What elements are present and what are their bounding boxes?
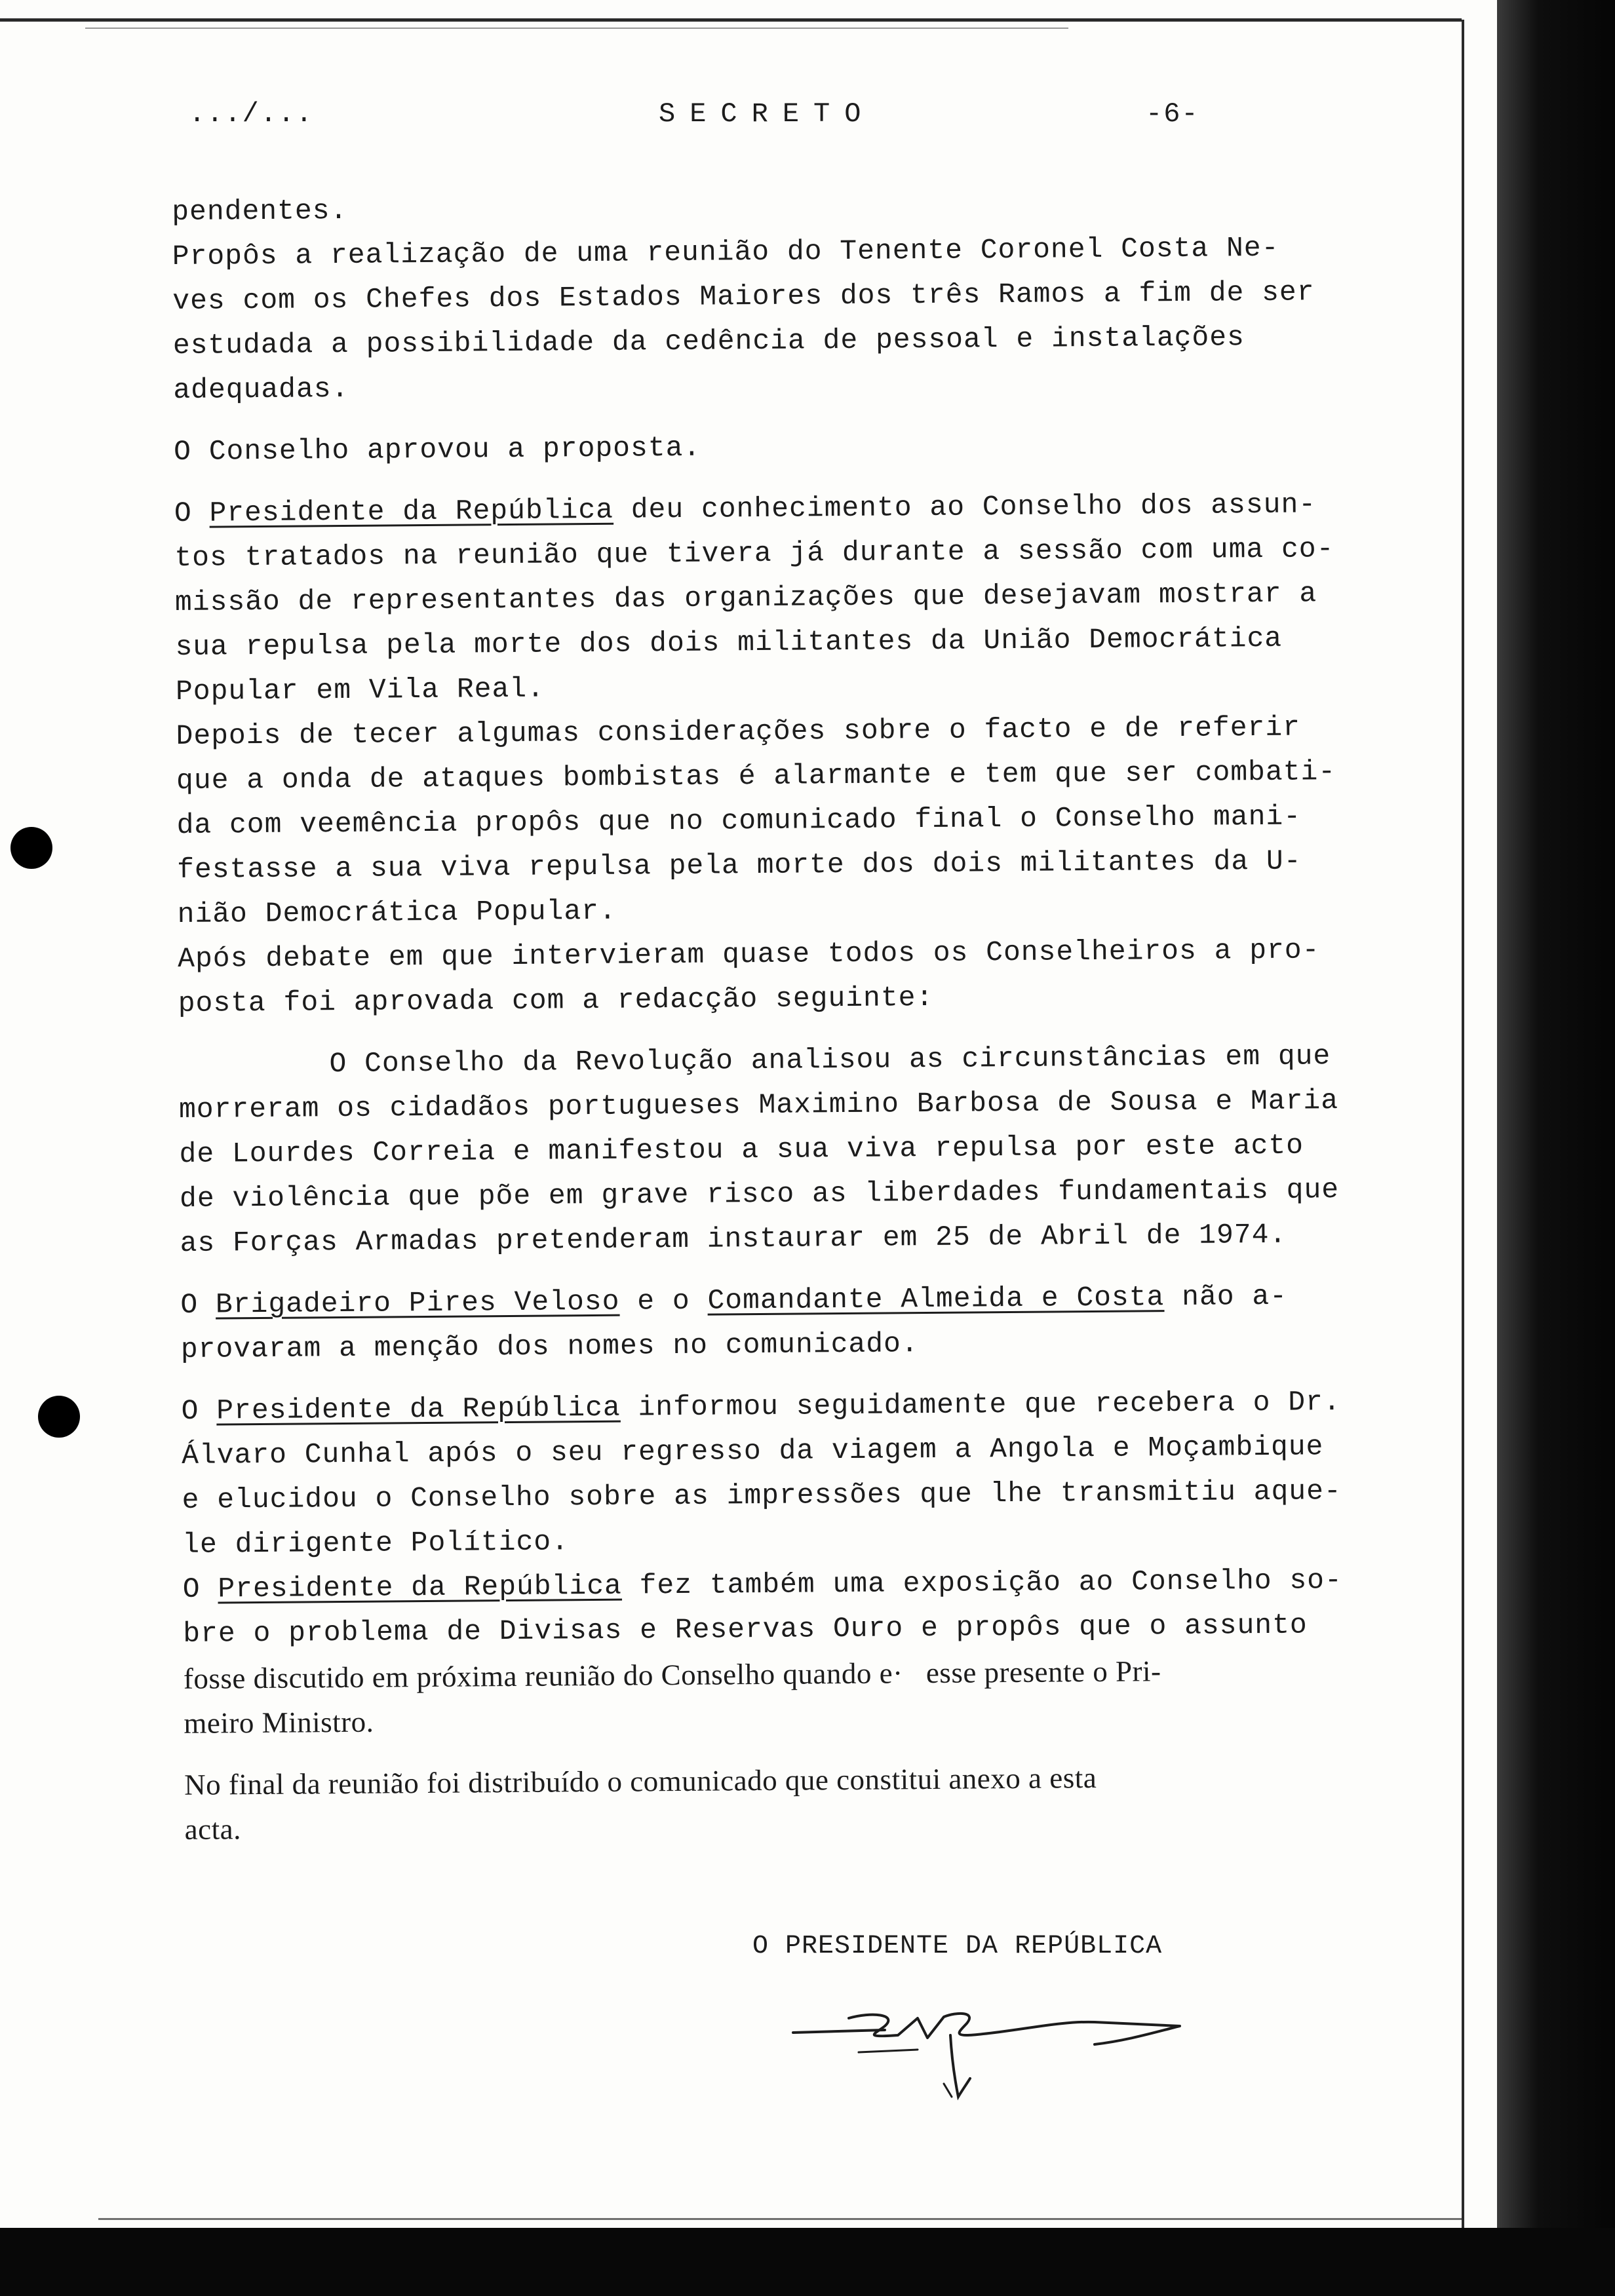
text-line: fosse discutido em próxima reunião do Conselho quando e· esse presente o Pri- — [183, 1655, 1161, 1695]
page-number: -6- — [1146, 98, 1199, 130]
text-line: O Brigadeiro Pires Veloso e o Comandante Almeida e Costa não a- — [180, 1280, 1288, 1321]
classification-label: SECRETO — [659, 98, 876, 130]
text-line: festasse a sua viva repulsa pela morte dos dois militantes da U- — [176, 845, 1302, 886]
scan-right-shadow — [1497, 0, 1615, 2296]
quote-line: de violência que põe em grave risco as liberdades fundamentais que — [179, 1174, 1340, 1215]
underlined-name: Comandante Almeida e Costa — [707, 1281, 1165, 1317]
scan-top-line — [85, 28, 1068, 29]
text-line: O Conselho aprovou a proposta. — [173, 431, 701, 468]
quote-line: as Forças Armadas pretenderam instaurar em 25 de Abril de 1974. — [180, 1218, 1287, 1259]
quote-line: morreram os cidadãos portugueses Maximino Barbosa de Sousa e Maria — [178, 1084, 1339, 1126]
text-line: Popular em Vila Real. — [175, 672, 545, 708]
scan-top-edge — [0, 18, 1462, 22]
text-line: le dirigente Político. — [182, 1525, 570, 1561]
text-line: acta. — [184, 1812, 242, 1846]
text-line: Propôs a realização de uma reunião do Tenente Coronel Costa Ne- — [172, 231, 1279, 273]
underlined-name: Presidente da República — [218, 1569, 623, 1605]
scan-bottom-line — [98, 2218, 1462, 2220]
underlined-name: Presidente da República — [216, 1391, 621, 1427]
text-line: O Presidente da República deu conhecimento ao Conselho dos assun- — [174, 488, 1317, 529]
continuation-mark: .../... — [189, 98, 314, 130]
text-line: e elucidou o Conselho sobre as impressões que lhe transmitiu aque- — [182, 1475, 1342, 1516]
quote-line: O Conselho da Revolução analisou as circunstâncias em que — [329, 1040, 1331, 1081]
text-line: O Presidente da República fez também uma exposição ao Conselho so- — [182, 1564, 1343, 1605]
text-line: bre o problema de Divisas e Reservas Ouro e propôs que o assunto — [183, 1609, 1308, 1650]
underlined-name: Brigadeiro Pires Veloso — [215, 1285, 620, 1321]
text-line: tos tratados na reunião que tivera já durante a sessão com uma co- — [174, 533, 1334, 574]
quote-line: de Lourdes Correia e manifestou a sua viva repulsa por este acto — [179, 1129, 1304, 1170]
text-line: posta foi aprovada com a redacção seguinte: — [178, 981, 934, 1020]
handwritten-signature — [787, 1992, 1206, 2110]
punch-hole-upper — [10, 827, 52, 869]
text-line: adequadas. — [173, 372, 349, 406]
text-line: da com veemência propôs que no comunicado final o Conselho mani- — [176, 800, 1302, 841]
document-body — [172, 180, 1430, 1852]
text-line: missão de representantes das organizações que desejavam mostrar a — [174, 577, 1317, 619]
text-line: nião Democrática Popular. — [177, 894, 617, 930]
text-line: provaram a menção dos nomes no comunicado. — [180, 1328, 919, 1366]
text-line: estudada a possibilidade da cedência de pessoal e instalações — [172, 321, 1245, 362]
text-line: No final da reunião foi distribuído o comunicado que constitui anexo a esta — [184, 1761, 1097, 1801]
text-line: que a onda de ataques bombistas é alarmante e tem que ser combati- — [176, 756, 1336, 797]
underlined-name: Presidente da República — [209, 493, 614, 529]
text-line: ves com os Chefes dos Estados Maiores dos três Ramos a fim de ser — [172, 276, 1315, 317]
text-line: Após debate em que intervieram quase todos os Conselheiros a pro- — [178, 934, 1320, 975]
text-line: Álvaro Cunhal após o seu regresso da viagem a Angola e Moçambique — [181, 1430, 1324, 1472]
text-line: sua repulsa pela morte dos dois militantes da União Democrática — [175, 622, 1283, 663]
text-line: Depois de tecer algumas considerações sobre o facto e de referir — [176, 711, 1301, 752]
text-line: meiro Ministro. — [184, 1705, 374, 1740]
scan-bottom-edge — [0, 2228, 1615, 2296]
punch-hole-lower — [38, 1396, 80, 1438]
scan-right-line — [1462, 20, 1464, 2234]
text-line: pendentes. — [172, 194, 348, 228]
text-line: O Presidente da República informou seguidamente que recebera o Dr. — [181, 1386, 1341, 1427]
signatory-title: O PRESIDENTE DA REPÚBLICA — [752, 1932, 1163, 1961]
scan-right-edge — [1462, 0, 1615, 2296]
